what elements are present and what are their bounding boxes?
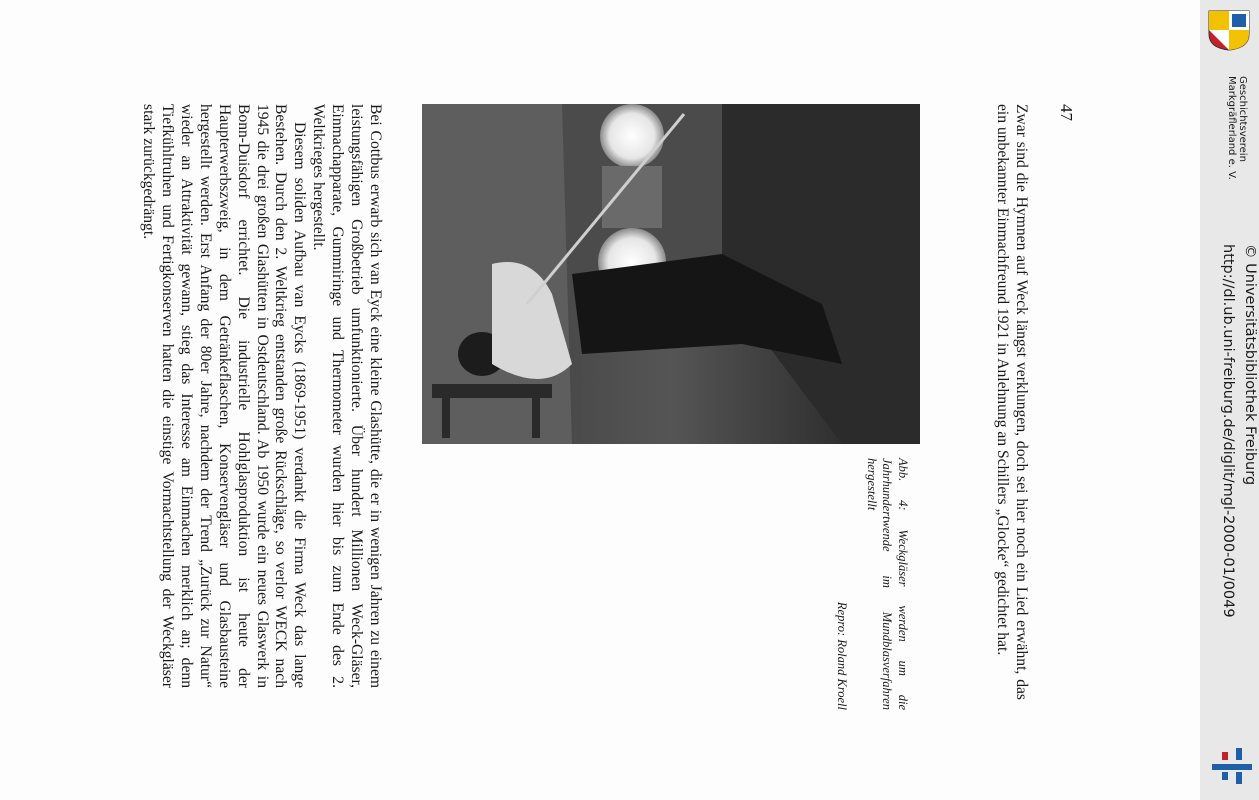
library-logo-icon[interactable]: [1210, 744, 1254, 788]
coat-of-arms-icon: [1206, 8, 1252, 52]
text-column-right: [992, 104, 1030, 700]
society-line: Markgräflerland e. V.: [1226, 76, 1237, 180]
figure-caption: [834, 458, 910, 710]
society-label: [1226, 76, 1248, 236]
glassblower-photo: [422, 104, 920, 444]
paragraph: Bei Cottbus erwarb sich van Eyck eine kleine Glashütte, die er in wenigen Jahren zu einem leistungsfähigen Großbetrieb umfunktionierte. Über hundert Millionen Weck-Gläser, Einmachapparate, Gummiringe und Thermometer wurden hier bis zum Ende des 2. Weltkrieges hergestellt.: [310, 104, 384, 688]
page-number: 47: [1057, 104, 1076, 121]
paragraph: Zwar sind die Hymnen auf Weck längst verklungen, doch sei hier noch ein Lied erwähnt, das ein unbekannter Einmachfreund 1921 in Anlehnung an Schillers „Glocke“ gedichtet hat.: [994, 104, 1030, 700]
caption-text: Abb. 4: Weckgläser werden um die Jahrhundertwende im Mundblasverfahren hergestellt: [865, 458, 910, 710]
document-url-link[interactable]: http://dl.ub.uni-freiburg.de/diglit/mgl-2000-01/0049: [1220, 244, 1236, 618]
caption-credit: Repro: Roland Kroell: [835, 601, 850, 710]
text-column-left: [138, 104, 384, 688]
society-line: Geschichtsverein: [1237, 76, 1248, 162]
paragraph: Diesem soliden Aufbau van Eycks (1869-1951) verdankt die Firma Weck das lange Bestehen. Durch den 2. Weltkrieg entstanden große Rückschläge, so verlor WECK nach 1945 die drei großen Glashütten in Ostdeutschland. Ab 1950 wurde ein neues Glaswerk in Bonn-Duisdorf errichtet. Die industrielle Hohlglasproduktion ist heute der Haupterwerbszweig, in dem Getränkeflaschen, Konservengläser und Glasbausteine hergestellt werden. Erst Anfang der 80er Jahre, nachdem der Trend „Zurück zur Natur“ wieder an Attraktivität gewann, stieg das Interesse am Einmachen merklich an; denn Tiefkühltruhen und Fertigkonserven hatten die einstige Vormachtstellung der Weckgläser stark zurückgedrängt.: [140, 104, 309, 688]
copyright-notice: © Universitätsbibliothek Freiburg: [1242, 244, 1258, 486]
